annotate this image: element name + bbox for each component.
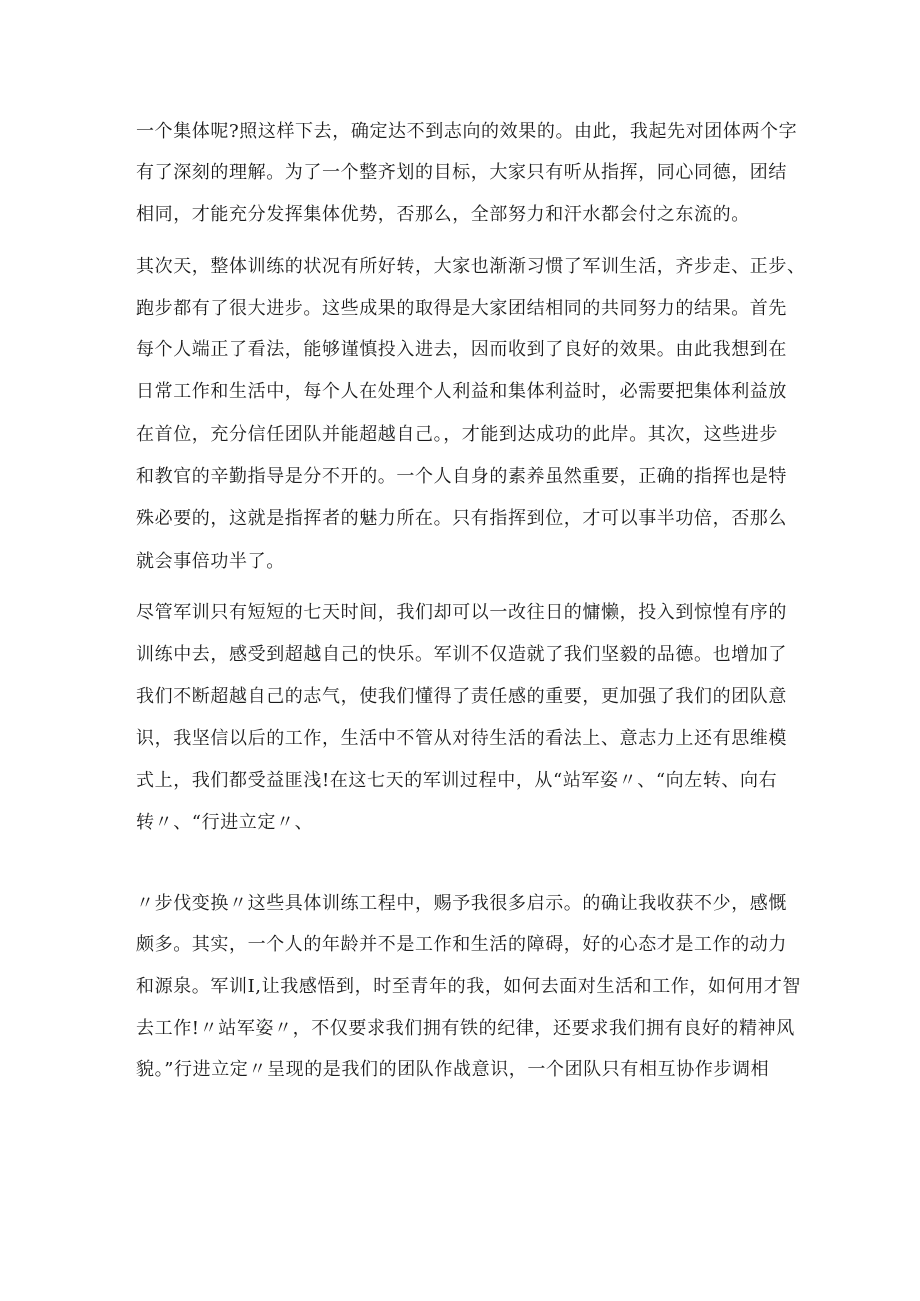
text-line: 识，我坚信以后的工作，生活中不管从对待生活的看法上、意志力上还有思维模 — [136, 728, 787, 749]
text-line: 每个人端正了看法，能够谨慎投入进去，因而收到了良好的效果。由此我想到在 — [136, 339, 787, 360]
text-line: 一个集体呢?照这样下去，确定达不到志向的效果的。由此，我起先对团体两个字 — [136, 121, 798, 142]
text-line: 跑步都有了很大进步。这些成果的取得是大家团结相同的共同努力的结果。首先 — [136, 298, 787, 319]
text-line: 貌。”行进立定〃呈现的是我们的团队作战意识，一个团队只有相互协作步调相 — [136, 1059, 770, 1080]
text-line: 我们不断超越自己的志气，使我们懂得了责任感的重要，更加强了我们的团队意 — [136, 686, 787, 707]
text-line: 其次天，整体训练的状况有所好转，大家也渐渐习惯了军训生活，齐步走、正步、 — [136, 256, 806, 277]
text-line: 日常工作和生活中，每个人在处理个人利益和集体利益时，必需要把集体利益放 — [136, 381, 787, 402]
text-line: 相同，才能充分发挥集体优势，否那么，全部努力和汗水都会付之东流的。 — [136, 204, 750, 225]
text-line: 和源泉。军训I,让我感悟到，时至青年的我，如何去面对生活和工作，如何用才智 — [136, 976, 802, 997]
text-line: 和教官的辛勤指导是分不开的。一个人自身的素养虽然重要，正确的指挥也是特 — [136, 466, 787, 487]
text-line: 训练中去，感受到超越自己的快乐。军训不仅造就了我们坚毅的品德。也增加了 — [136, 644, 787, 665]
text-line: 在首位，充分信任团队并能超越自己。，才能到达成功的此岸。其次，这些进步 — [136, 424, 778, 445]
text-line: 尽管军训只有短短的七天时间，我们却可以一改往日的慵懒，投入到惊惶有序的 — [136, 602, 787, 623]
text-line: 〃步伐变换〃这些具体训练工程中，赐予我很多启示。的确让我收获不少，感慨 — [136, 893, 787, 914]
text-line: 转〃、“行进立定〃、 — [136, 812, 314, 833]
text-line: 颇多。其实，一个人的年龄并不是工作和生活的障碍，好的心态才是工作的动力 — [136, 934, 787, 955]
text-line: 去工作!〃站军姿〃，不仅要求我们拥有铁的纪律，还要求我们拥有良好的精神风 — [136, 1018, 795, 1039]
text-line: 就会事倍功半了。 — [136, 551, 285, 572]
text-line: 有了深刻的理解。为了一个整齐划的目标，大家只有听从指挥，同心同德，团结 — [136, 162, 787, 183]
text-line: 式上，我们都受益匪浅!在这七天的军训过程中，从“站军姿〃、“向左转、向右 — [136, 770, 778, 791]
text-line: 殊必要的，这就是指挥者的魅力所在。只有指挥到位，才可以事半功倍，否那么 — [136, 508, 787, 529]
